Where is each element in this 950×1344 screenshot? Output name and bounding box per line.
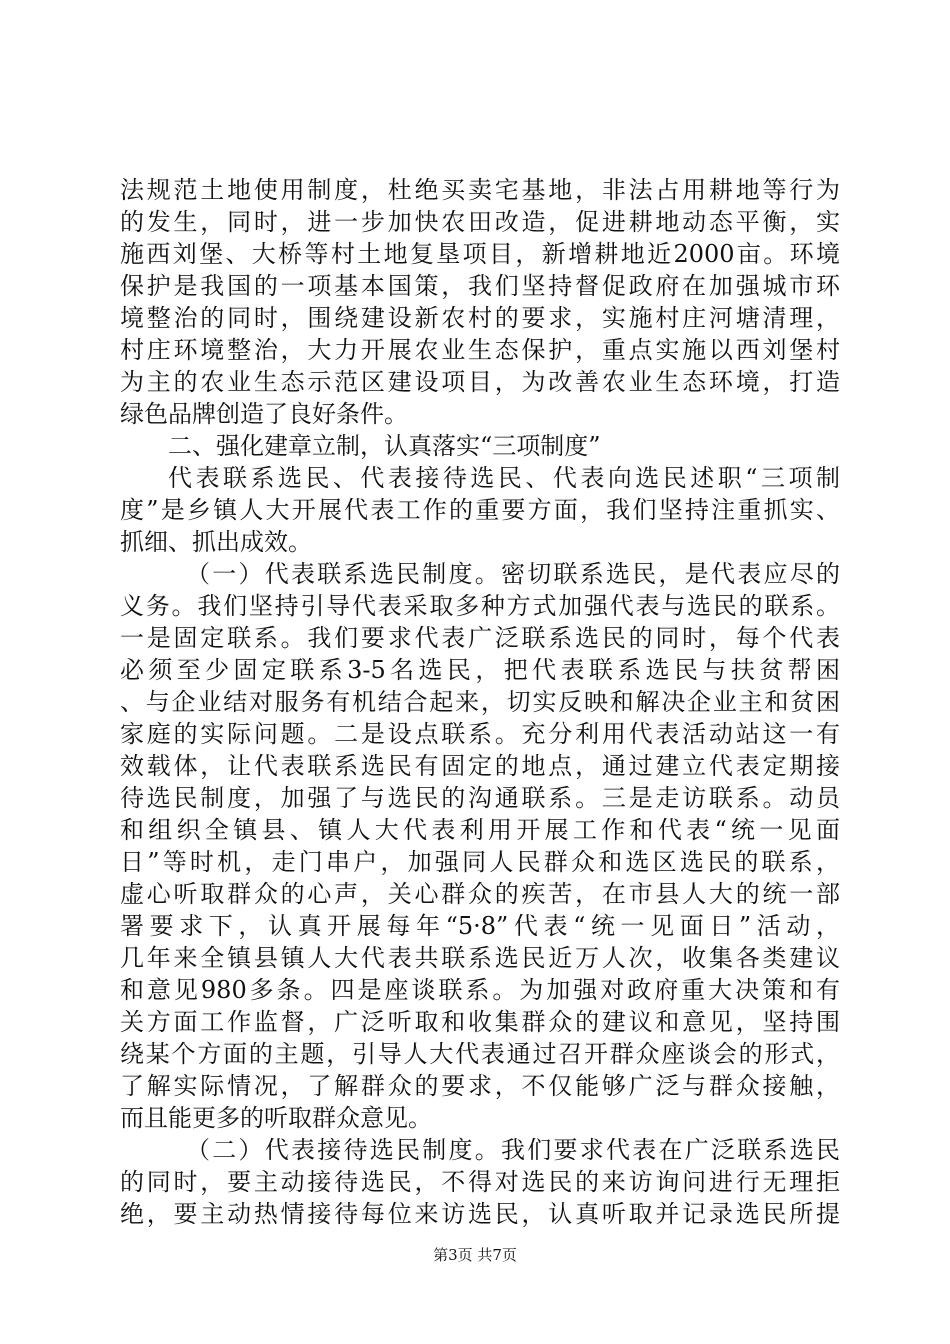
text-line: 日”等时机，走门串户，加强同人民群众和选区选民的联系， <box>120 848 840 876</box>
text-line: 而且能更多的听取群众意见。 <box>120 1104 432 1132</box>
text-line: 的发生，同时，进一步加快农田改造，促进耕地动态平衡，实 <box>120 208 840 236</box>
page-number: 第3页 共7页 <box>433 1246 517 1264</box>
text-line: 、与企业结对服务有机结合起来，切实反映和解决企业主和贫困 <box>120 688 840 716</box>
text-line: （一）代表联系选民制度。密切联系选民，是代表应尽的 <box>186 560 840 588</box>
text-line: 了解实际情况，了解群众的要求，不仅能够广泛与群众接触， <box>120 1072 840 1100</box>
text-line: 施西刘堡、大桥等村土地复垦项目，新增耕地近2000亩。环境 <box>120 240 840 268</box>
text-line: 为主的农业生态示范区建设项目，为改善农业生态环境，打造 <box>120 368 840 396</box>
text-line: 关方面工作监督，广泛听取和收集群众的建议和意见，坚持围 <box>120 1008 840 1036</box>
text-line: 一是固定联系。我们要求代表广泛联系选民的同时，每个代表 <box>120 624 840 652</box>
text-line: 义务。我们坚持引导代表采取多种方式加强代表与选民的联系。 <box>120 592 840 620</box>
text-line: 境整治的同时，围绕建设新农村的要求，实施村庄河塘清理， <box>120 304 840 332</box>
section-heading: 二、强化建章立制，认真落实“三项制度” <box>168 432 601 460</box>
text-line: 的同时，要主动接待选民，不得对选民的来访询问进行无理拒 <box>120 1168 840 1196</box>
text-line: （二）代表接待选民制度。我们要求代表在广泛联系选民 <box>186 1136 840 1164</box>
text-line: 署要求下，认真开展每年“5·8”代表“统一见面日”活动， <box>120 912 840 940</box>
body-text <box>120 174 840 1230</box>
text-line: 绿色品牌创造了良好条件。 <box>120 400 408 428</box>
text-line: 绕某个方面的主题，引导人大代表通过召开群众座谈会的形式， <box>120 1040 840 1068</box>
text-line: 度”是乡镇人大开展代表工作的重要方面，我们坚持注重抓实、 <box>120 496 840 524</box>
text-line: 和组织全镇县、镇人大代表利用开展工作和代表“统一见面 <box>120 816 840 844</box>
text-line: 保护是我国的一项基本国策，我们坚持督促政府在加强城市环 <box>120 272 840 300</box>
text-line: 待选民制度，加强了与选民的沟通联系。三是走访联系。动员 <box>120 784 840 812</box>
text-line: 绝，要主动热情接待每位来访选民，认真听取并记录选民所提 <box>120 1200 840 1228</box>
text-line: 抓细、抓出成效。 <box>120 528 312 556</box>
text-line: 和意见980多条。四是座谈联系。为加强对政府重大决策和有 <box>120 976 840 1004</box>
text-line: 效载体，让代表联系选民有固定的地点，通过建立代表定期接 <box>120 752 840 780</box>
text-line: 虚心听取群众的心声，关心群众的疾苦，在市县人大的统一部 <box>120 880 840 908</box>
text-line: 几年来全镇县镇人大代表共联系选民近万人次，收集各类建议 <box>120 944 840 972</box>
text-line: 村庄环境整治，大力开展农业生态保护，重点实施以西刘堡村 <box>120 336 840 364</box>
text-line: 法规范土地使用制度，杜绝买卖宅基地，非法占用耕地等行为 <box>120 176 840 204</box>
page-footer <box>0 1245 950 1265</box>
text-line: 代表联系选民、代表接待选民、代表向选民述职“三项制 <box>168 464 840 492</box>
text-line: 必须至少固定联系3-5名选民，把代表联系选民与扶贫帮困 <box>120 656 840 684</box>
text-line: 家庭的实际问题。二是设点联系。充分利用代表活动站这一有 <box>120 720 840 748</box>
